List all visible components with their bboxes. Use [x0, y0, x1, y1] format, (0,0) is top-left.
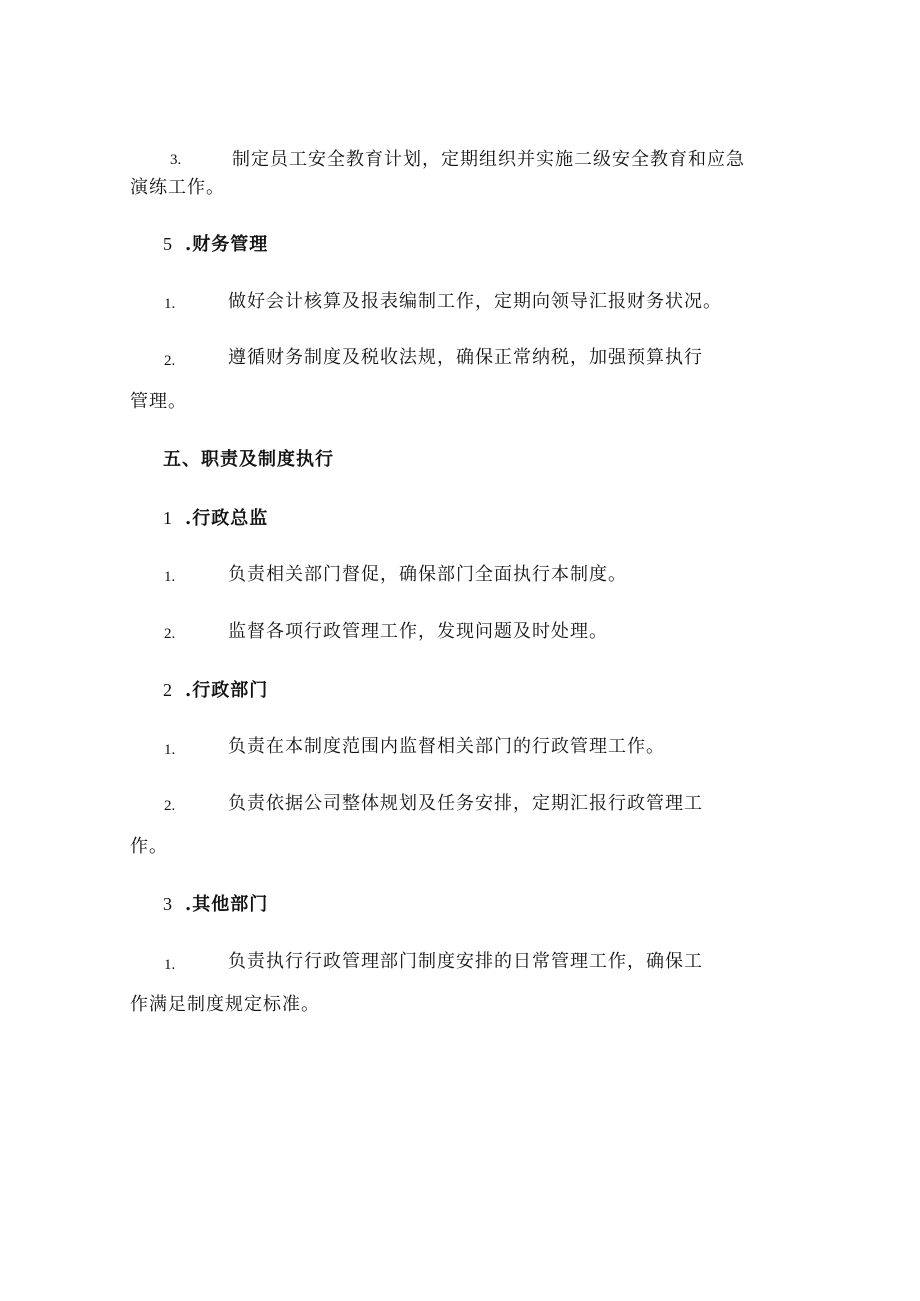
list-item-continuation: 演练工作。: [130, 177, 225, 198]
subsection-heading-number: 3: [163, 894, 173, 914]
subsection-heading: [163, 232, 268, 257]
list-item-continuation: 作满足制度规定标准。: [130, 994, 320, 1015]
subsection-heading: [163, 892, 268, 917]
subsection-heading: [163, 506, 268, 531]
subsection-heading-text: .财务管理: [185, 234, 269, 255]
list-number: 3.: [170, 152, 182, 168]
list-item-text: 遵循财务制度及税收法规，确保正常纳税，加强预算执行: [228, 347, 703, 368]
list-item-text: 负责执行行政管理部门制度安排的日常管理工作，确保工: [228, 951, 703, 972]
list-item-text: 负责在本制度范围内监督相关部门的行政管理工作。: [228, 736, 665, 757]
list-item-text: 监督各项行政管理工作，发现问题及时处理。: [228, 621, 608, 642]
list-item-continuation: 作。: [130, 836, 168, 857]
subsection-heading-text: .其他部门: [185, 894, 269, 915]
list-number: 1.: [164, 569, 176, 585]
subsection-heading-text: .行政部门: [185, 680, 269, 701]
list-number: 1.: [164, 742, 176, 758]
subsection-heading: [163, 678, 268, 703]
list-item-text: 制定员工安全教育计划，定期组织并实施二级安全教育和应急: [232, 149, 745, 170]
subsection-heading-number: 1: [163, 508, 173, 528]
list-number: 1.: [164, 296, 176, 312]
list-item-text: 负责依据公司整体规划及任务安排，定期汇报行政管理工: [228, 793, 703, 814]
subsection-heading-number: 5: [163, 234, 173, 254]
list-item-text: 做好会计核算及报表编制工作，定期向领导汇报财务状况。: [228, 291, 722, 312]
list-number: 2.: [164, 798, 176, 814]
list-number: 2.: [164, 353, 176, 369]
list-number: 1.: [164, 957, 176, 973]
list-number: 2.: [164, 626, 176, 642]
subsection-heading-number: 2: [163, 680, 173, 700]
list-item-text: 负责相关部门督促，确保部门全面执行本制度。: [228, 564, 627, 585]
list-item-continuation: 管理。: [130, 391, 187, 412]
subsection-heading-text: .行政总监: [185, 508, 269, 529]
section-heading: 五、职责及制度执行: [163, 449, 334, 470]
